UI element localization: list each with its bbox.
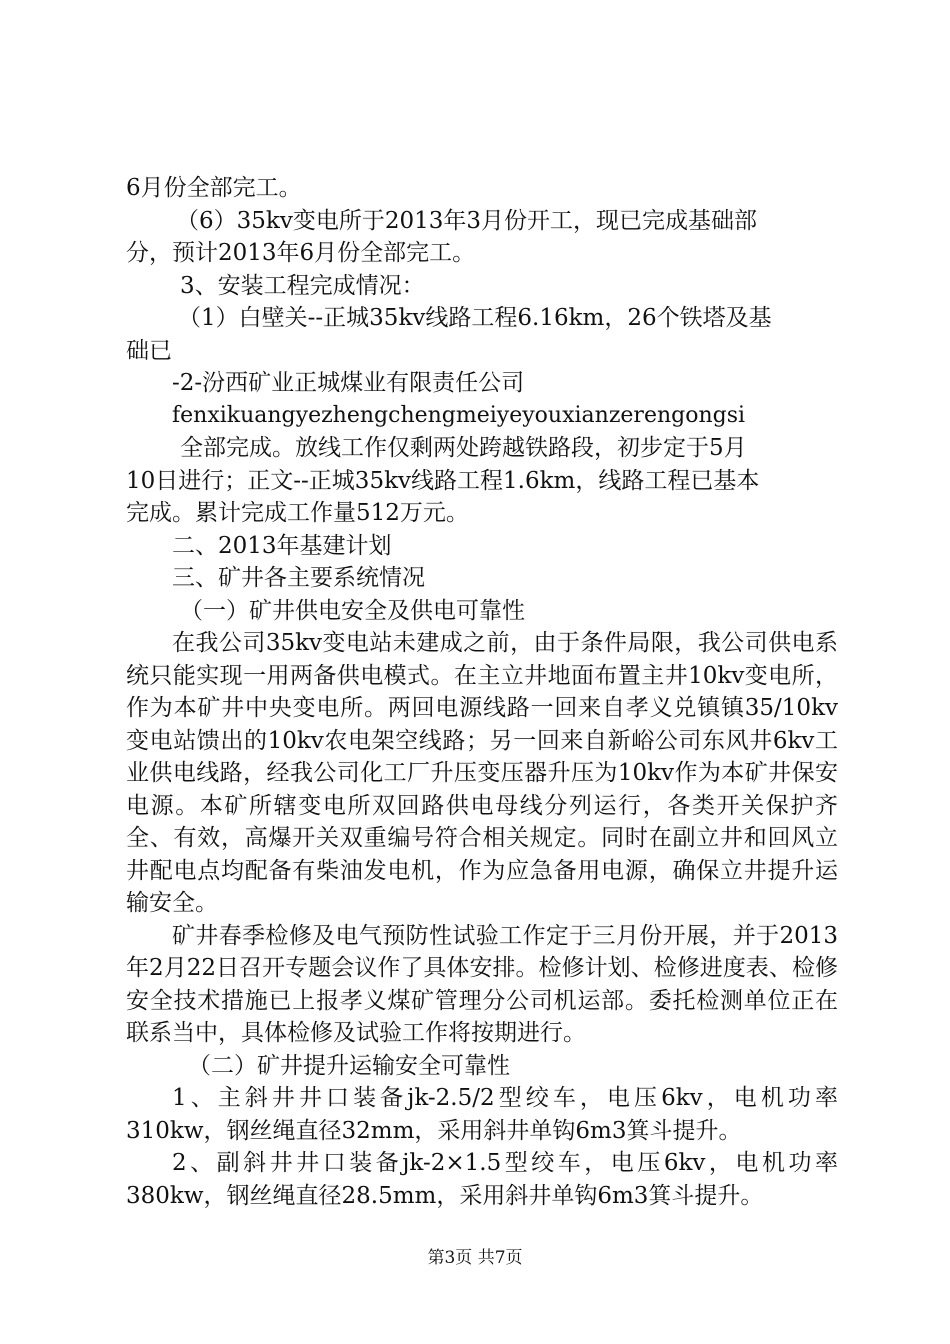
text-line: 础已 — [126, 337, 172, 364]
text-line: 全部完成。放线工作仅剩两处跨越铁路段，初步定于5月 — [180, 435, 747, 461]
text-line: 10日进行；正文--正城35kv线路工程1.6km，线路工程已基本 — [126, 467, 760, 494]
text-line: 6月份全部完工。 — [126, 175, 302, 201]
section-heading: 二、2013年基建计划 — [172, 532, 392, 559]
text-line: （6）35kv变电所于2013年3月份开工，现已完成基础部 — [176, 207, 757, 234]
document-body — [126, 172, 838, 1212]
page-header-company: -2-汾西矿业正城煤业有限责任公司 — [172, 370, 525, 396]
section-heading: 3、安装工程完成情况： — [180, 272, 425, 299]
subsection-heading: （一）矿井供电安全及供电可靠性 — [180, 597, 525, 624]
paragraph-hoist-main: 1、主斜井井口装备jk-2.5/2型绞车，电压6kv，电机功率310kw，钢丝绳直径32mm，采用斜井单钩6m3箕斗提升。 — [126, 1085, 838, 1144]
text-line: 完成。累计完成工作量512万元。 — [126, 500, 469, 526]
subsection-heading: （二）矿井提升运输安全可靠性 — [188, 1052, 510, 1079]
text-line: （1）白壁关--正城35kv线路工程6.16km，26个铁塔及基 — [178, 305, 772, 331]
page-footer: 第3页 共7页 — [427, 1248, 523, 1268]
paragraph-hoist-auxiliary: 2、副斜井井口装备jk-2×1.5型绞车，电压6kv，电机功率380kw，钢丝绳直径28.5mm，采用斜井单钩6m3箕斗提升。 — [126, 1150, 838, 1209]
paragraph-power-supply: 在我公司35kv变电站未建成之前，由于条件局限，我公司供电系统只能实现一用两备供电模式。在主立井地面布置主井10kv变电所，作为本矿井中央变电所。两回电源线路一回来自孝义兑镇镇35/10kv变电站馈出的10kv农电架空线路；另一回来自新峪公司东风井6kv工业供电线路，经我公司化工厂升压变压器升压为10kv作为本矿井保安电源。本矿所辖变电所双回路供电母线分列运行，各类开关保护齐全、有效，高爆开关双重编号符合相关规定。同时在副立井和回风立井配电点均配备有柴油发电机，作为应急备用电源，确保立井提升运输安全。 — [126, 630, 838, 916]
section-heading: 三、矿井各主要系统情况 — [172, 565, 425, 591]
text-line: 分，预计2013年6月份全部完工。 — [126, 240, 476, 266]
paragraph-maintenance: 矿井春季检修及电气预防性试验工作定于三月份开展，并于2013年2月22日召开专题会议作了具体安排。检修计划、检修进度表、检修安全技术措施已上报孝义煤矿管理分公司机运部。委托检测单位正在联系当中，具体检修及试验工作将按期进行。 — [126, 922, 838, 1046]
page-header-pinyin: fenxikuangyezhengchengmeiyeyouxianzerengongsi — [172, 402, 746, 428]
